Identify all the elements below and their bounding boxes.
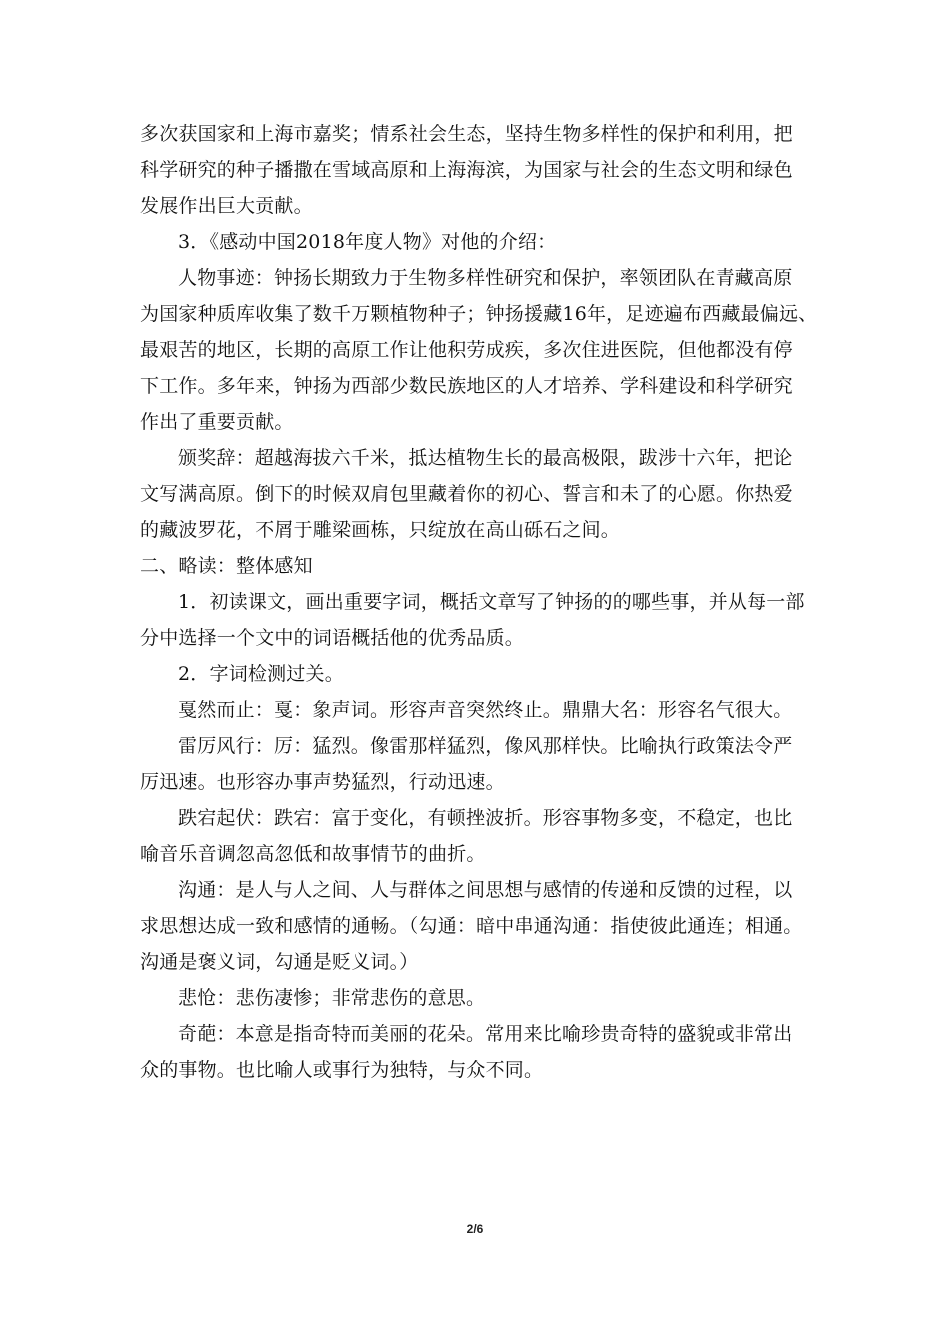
body-text-line: 雷厉风行：厉：猛烈。像雷那样猛烈，像风那样快。比喻执行政策法令严 xyxy=(178,735,793,757)
body-text-line: 众的事物。也比喻人或事行为独特，与众不同。 xyxy=(140,1059,544,1081)
body-text-line: 奇葩：本意是指奇特而美丽的花朵。常用来比喻珍贵奇特的盛貌或非常出 xyxy=(178,1023,793,1045)
body-text-line: 文写满高原。倒下的时候双肩包里藏着你的初心、誓言和未了的心愿。你热爱 xyxy=(140,483,793,505)
body-text-line: 作出了重要贡献。 xyxy=(140,411,294,433)
body-text-line: 沟通是褒义词，勾通是贬义词。） xyxy=(140,951,419,973)
section-heading: 二、略读：整体感知 xyxy=(140,555,313,577)
body-text-line: 厉迅速。也形容办事声势猛烈，行动迅速。 xyxy=(140,771,505,793)
body-text-line: 颁奖辞：超越海拔六千米，抵达植物生长的最高极限，跋涉十六年，把论 xyxy=(178,447,793,469)
body-text-line: 分中选择一个文中的词语概括他的优秀品质。 xyxy=(140,627,525,649)
body-text-line: 最艰苦的地区，长期的高原工作让他积劳成疾，多次住进医院，但他都没有停 xyxy=(140,339,793,361)
body-text-line: 1．初读课文，画出重要字词，概括文章写了钟扬的的哪些事，并从每一部 xyxy=(178,591,805,613)
body-text-line: 求思想达成一致和感情的通畅。（勾通：暗中串通沟通：指使彼此通连；相通。 xyxy=(140,915,803,937)
body-text-line: 跌宕起伏：跌宕：富于变化，有顿挫波折。形容事物多变，不稳定，也比 xyxy=(178,807,793,829)
body-text-line: 为国家种质库收集了数千万颗植物种子；钟扬援藏16年，足迹遍布西藏最偏远、 xyxy=(140,303,818,325)
section-item-heading: 3．《感动中国2018年度人物》对他的介绍： xyxy=(178,231,557,253)
body-text-line: 下工作。多年来，钟扬为西部少数民族地区的人才培养、学科建设和科学研究 xyxy=(140,375,793,397)
body-text-line: 科学研究的种子播撒在雪域高原和上海海滨，为国家与社会的生态文明和绿色 xyxy=(140,159,793,181)
body-text-line: 人物事迹：钟扬长期致力于生物多样性研究和保护，率领团队在青藏高原 xyxy=(178,267,793,289)
section-item-heading: 2．字词检测过关。 xyxy=(178,663,344,685)
body-text-line: 悲怆：悲伤凄惨；非常悲伤的意思。 xyxy=(178,987,486,1009)
body-text-line: 沟通：是人与人之间、人与群体之间思想与感情的传递和反馈的过程，以 xyxy=(178,879,793,901)
body-text-line: 的藏波罗花，不屑于雕梁画栋，只绽放在高山砾石之间。 xyxy=(140,519,621,541)
body-text-line: 多次获国家和上海市嘉奖；情系社会生态，坚持生物多样性的保护和利用，把 xyxy=(140,123,793,145)
body-text-line: 喻音乐音调忽高忽低和故事情节的曲折。 xyxy=(140,843,486,865)
body-text-line: 戛然而止：戛：象声词。形容声音突然终止。鼎鼎大名：形容名气很大。 xyxy=(178,699,793,721)
body-text-line: 发展作出巨大贡献。 xyxy=(140,195,313,217)
page-number: 2/6 xyxy=(466,1222,484,1236)
